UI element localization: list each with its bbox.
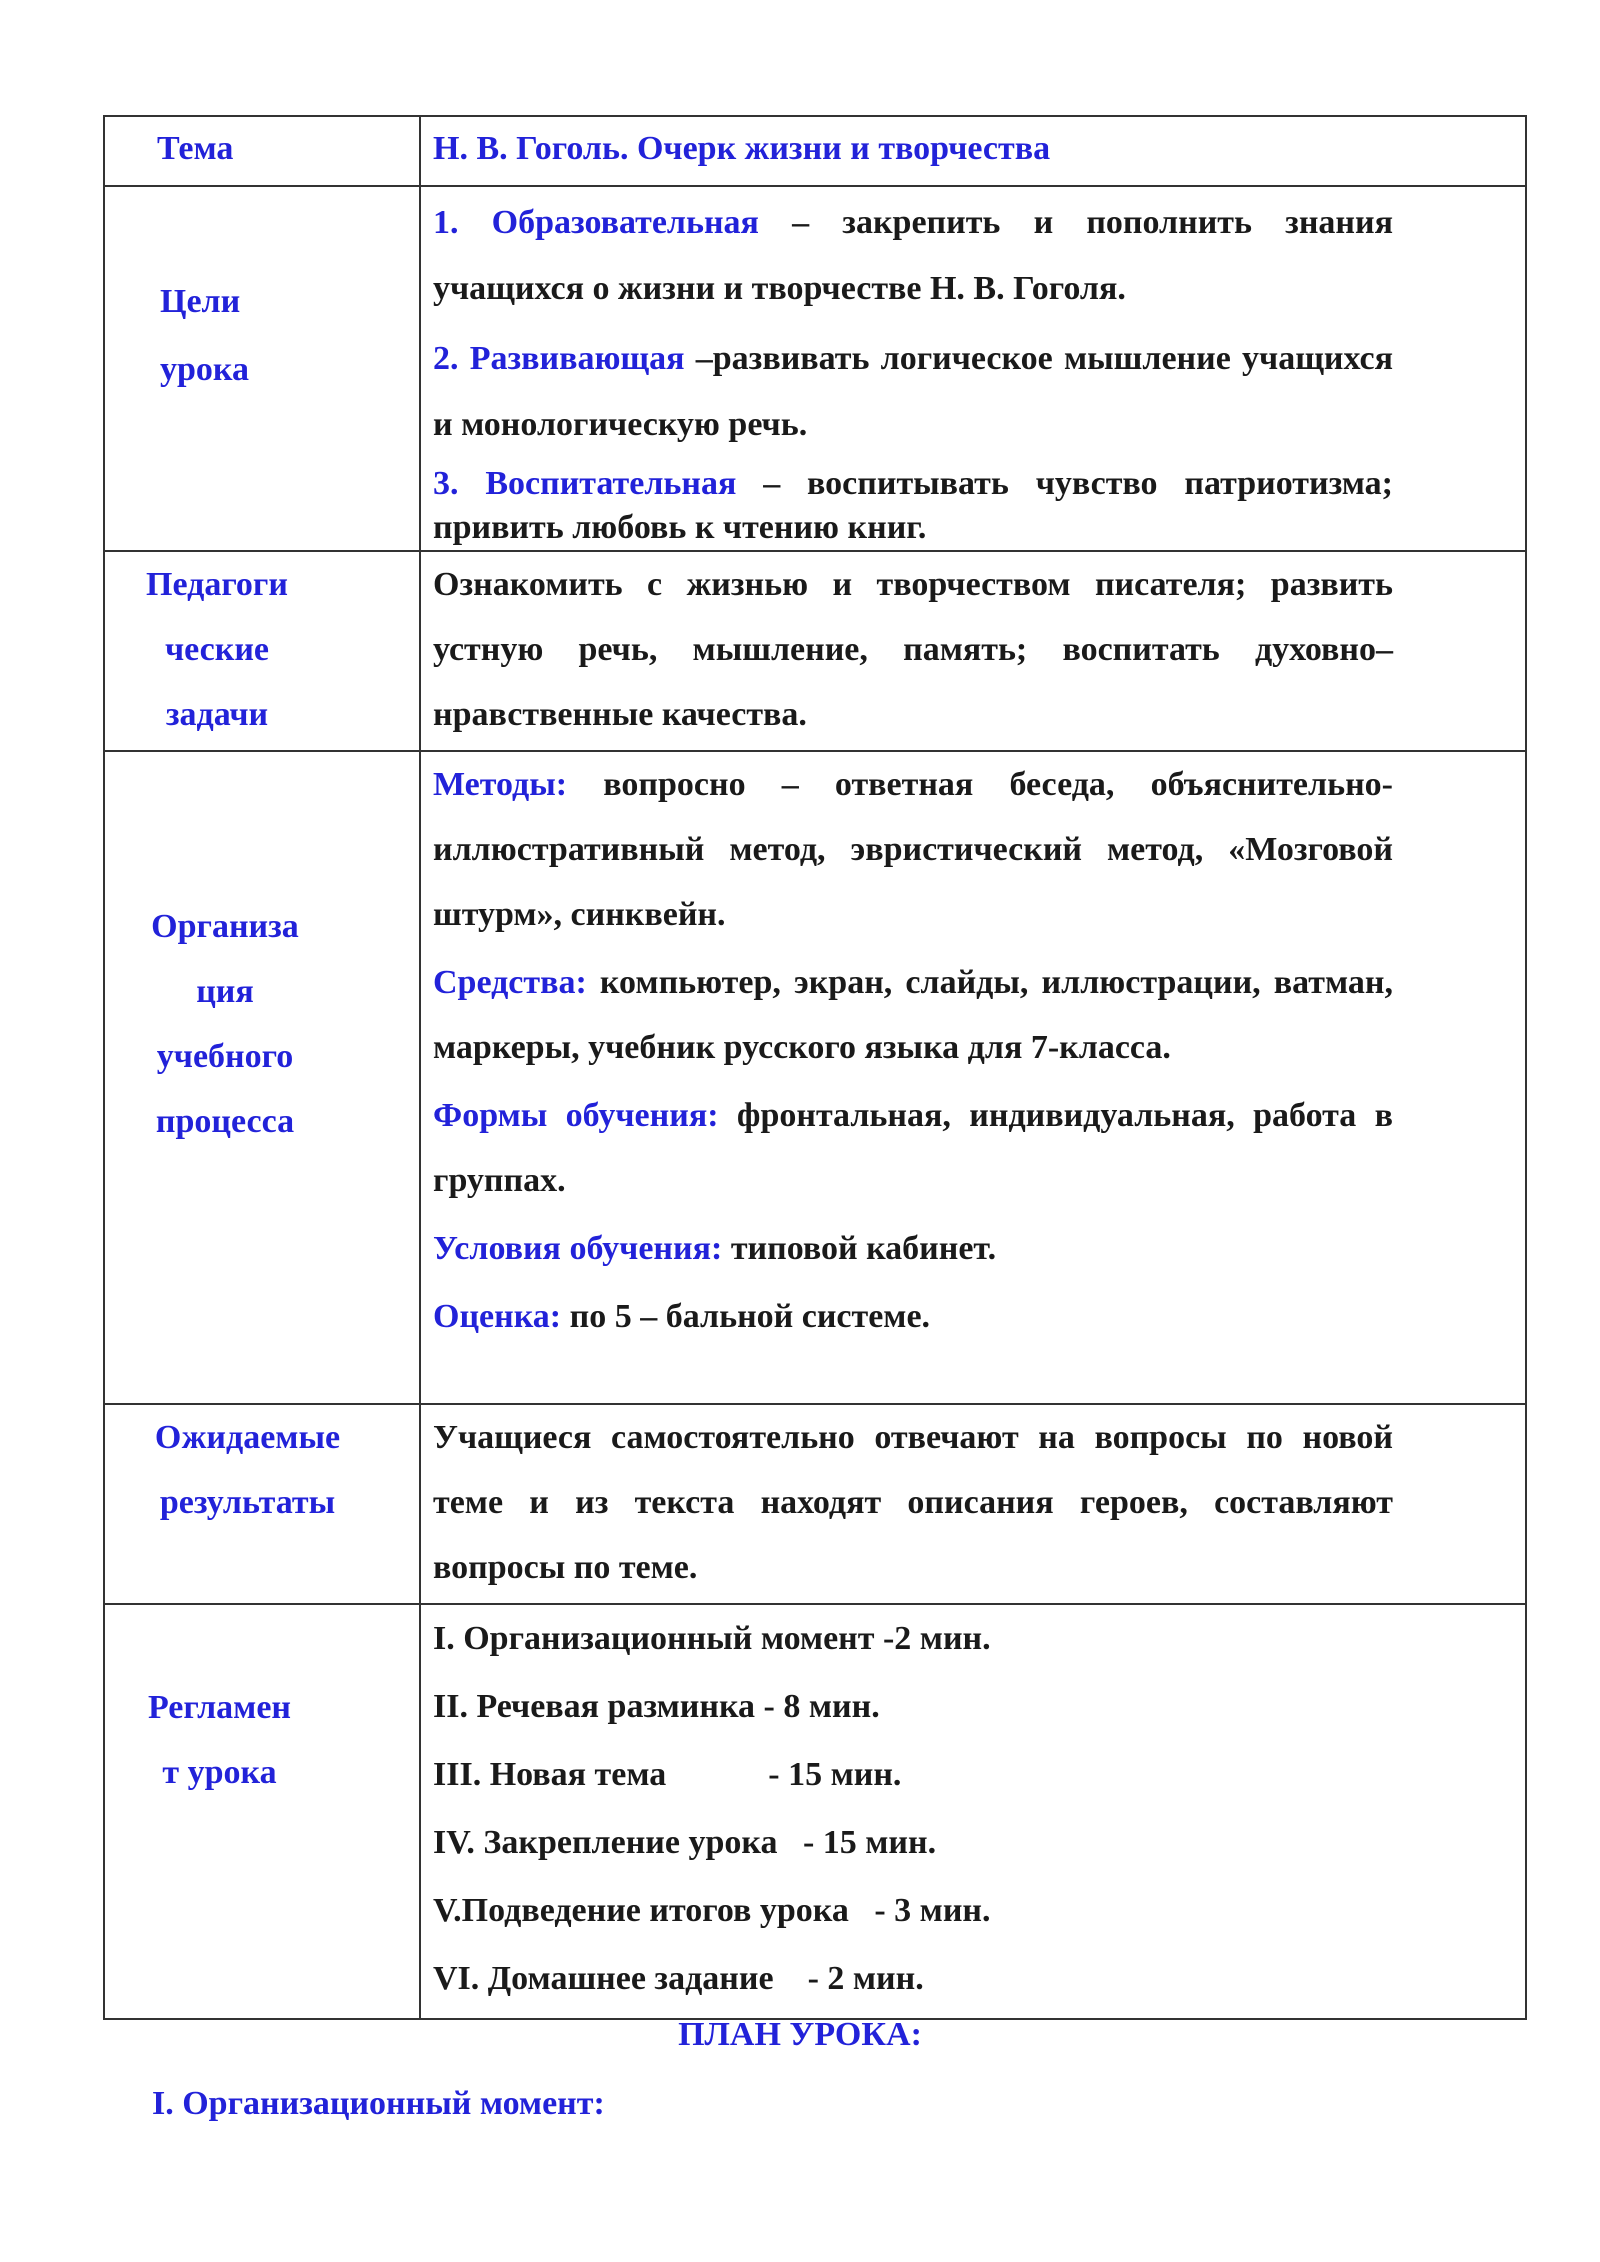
pedagogical-label-line: задачи xyxy=(165,696,269,733)
organization-content xyxy=(421,752,1393,1349)
theme-label-cell xyxy=(104,116,420,186)
table-row-schedule xyxy=(104,1604,1526,2019)
organization-label-line: Организа xyxy=(151,908,299,945)
goal-item xyxy=(433,462,1393,550)
organization-item xyxy=(433,1083,1393,1213)
organization-item xyxy=(433,950,1393,1080)
schedule-item: IV. Закрепление урока - 15 мин. xyxy=(433,1824,937,1861)
section-heading: I. Организационный момент: xyxy=(152,2085,605,2122)
expected-content-cell xyxy=(420,1404,1526,1604)
organization-label-cell xyxy=(104,751,420,1404)
organization-head: Средства: xyxy=(433,964,587,1001)
organization-label-line: ция xyxy=(196,973,254,1010)
goal-head: 2. Развивающая xyxy=(433,340,685,377)
schedule-item: V.Подведение итогов урока - 3 мин. xyxy=(433,1892,991,1929)
pedagogical-text: Ознакомить с жизнью и творчеством писателя; развить устную речь, мышление, память; воспитать духовно– нравственные качества. xyxy=(433,566,1393,733)
organization-head: Условия обучения: xyxy=(433,1230,723,1267)
organization-text: по 5 – бальной системе. xyxy=(561,1298,931,1335)
theme-label: Тема xyxy=(157,130,234,167)
organization-item xyxy=(433,1284,1393,1349)
organization-text: фронтальная, индивидуальная, работа в группах. xyxy=(433,1097,1393,1199)
schedule-item: VI. Домашнее задание - 2 мин. xyxy=(433,1960,924,1997)
organization-item xyxy=(433,752,1393,947)
goal-item xyxy=(433,190,1393,322)
schedule-content xyxy=(421,1605,1393,2013)
goals-content xyxy=(421,187,1393,550)
table-row-theme xyxy=(104,116,1526,186)
lesson-table xyxy=(103,115,1527,2020)
goal-head: 1. Образовательная xyxy=(433,204,759,241)
schedule-label xyxy=(105,1605,312,1805)
organization-label xyxy=(105,752,325,1154)
schedule-item: III. Новая тема - 15 мин. xyxy=(433,1756,902,1793)
goal-text: – воспитывать чувство патриотизма; привить любовь к чтению книг. xyxy=(433,465,1394,546)
organization-head: Методы: xyxy=(433,766,568,803)
organization-text: вопросно – ответная беседа, объяснительно-иллюстративный метод, эвристический метод, «Мозговой штурм», синквейн. xyxy=(433,766,1393,933)
pedagogical-label-cell xyxy=(104,551,420,751)
goal-text: – закрепить и пополнить знания учащихся о жизни и творчестве Н. В. Гоголя. xyxy=(433,204,1393,307)
organization-head: Формы обучения: xyxy=(433,1097,719,1134)
goals-label-line: урока xyxy=(160,351,249,388)
expected-text: Учащиеся самостоятельно отвечают на вопросы по новой теме и из текста находят описания героев, составляют вопросы по теме. xyxy=(433,1419,1393,1586)
pedagogical-label-line: Педагоги xyxy=(146,566,288,603)
schedule-label-line: Регламен xyxy=(147,1689,292,1726)
goal-text: –развивать логическое мышление учащихся и монологическую речь. xyxy=(433,340,1393,443)
schedule-content-cell xyxy=(420,1604,1526,2019)
goals-label xyxy=(105,187,419,404)
table-row-expected xyxy=(104,1404,1526,1604)
expected-label-cell xyxy=(104,1404,420,1604)
goals-label-cell xyxy=(104,186,420,551)
goals-content-cell xyxy=(420,186,1526,551)
organization-text: компьютер, экран, слайды, иллюстрации, ватман, маркеры, учебник русского языка для 7-класса. xyxy=(433,964,1393,1066)
schedule-item: I. Организационный момент -2 мин. xyxy=(433,1620,991,1657)
pedagogical-label-line: ческие xyxy=(164,631,270,668)
pedagogical-content-cell xyxy=(420,551,1526,751)
schedule-item: II. Речевая разминка - 8 мин. xyxy=(433,1688,880,1725)
table-row-goals xyxy=(104,186,1526,551)
organization-head: Оценка: xyxy=(433,1298,562,1335)
organization-label-line: учебного xyxy=(156,1038,294,1075)
schedule-label-line: т урока xyxy=(162,1754,277,1791)
table-row-organization xyxy=(104,751,1526,1404)
organization-content-cell xyxy=(420,751,1526,1404)
table-row-pedagogical xyxy=(104,551,1526,751)
theme-value: Н. В. Гоголь. Очерк жизни и творчества xyxy=(433,130,1051,167)
goals-label-line: Цели xyxy=(160,283,241,320)
theme-value-cell xyxy=(420,116,1526,186)
organization-label-line: процесса xyxy=(155,1103,295,1140)
expected-label xyxy=(105,1405,355,1535)
organization-item xyxy=(433,1216,1393,1281)
expected-label-line: результаты xyxy=(159,1484,336,1521)
organization-text: типовой кабинет. xyxy=(722,1230,997,1267)
pedagogical-label xyxy=(105,552,307,747)
plan-title: ПЛАН УРОКА: xyxy=(678,2016,922,2053)
schedule-label-cell xyxy=(104,1604,420,2019)
expected-label-line: Ожидаемые xyxy=(154,1419,341,1456)
goal-head: 3. Воспитательная xyxy=(433,465,737,502)
goal-item xyxy=(433,326,1393,458)
